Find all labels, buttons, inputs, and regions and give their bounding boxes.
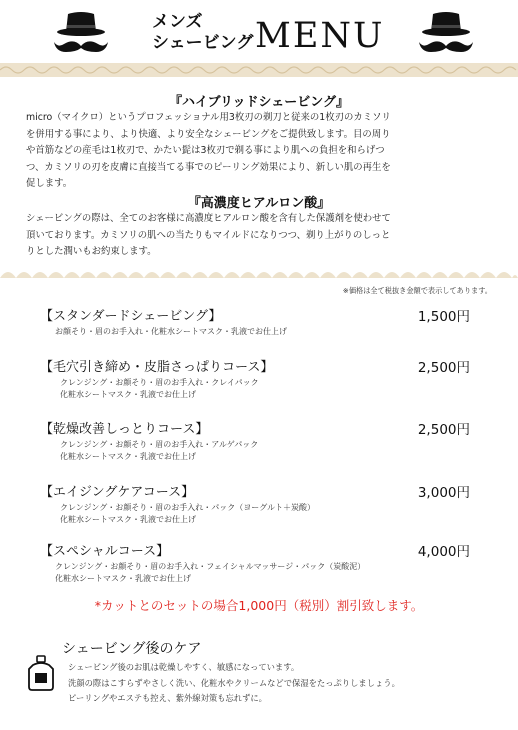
aftercare-text	[68, 660, 508, 707]
price-note: ※価格は全て税抜き金額で表示してあります。	[342, 286, 492, 295]
course-price-special: 4,000円	[417, 544, 470, 560]
gentleman-hat-mustache-icon	[50, 8, 112, 58]
course-desc-line: 化粧水シートマスク・乳液でお仕上げ	[60, 451, 196, 461]
course-price-aging: 3,000円	[417, 485, 470, 501]
course-desc-dry	[60, 439, 258, 462]
paragraph-line: つ、カミソリの刃を皮膚に直接当てる事でのピーリング効果により、新しい肌の再生を	[26, 161, 391, 173]
section-title-hyaluron: 『高濃度ヒアルロン酸』	[187, 196, 331, 211]
scallop-divider	[0, 266, 518, 278]
lotion-bottle-icon	[26, 655, 56, 691]
course-name-pore: 【毛穴引き締め・皮脂さっぱりコース】	[40, 360, 274, 375]
course-desc-line: 化粧水シートマスク・乳液でお仕上げ	[60, 389, 196, 399]
course-desc-special	[55, 561, 365, 584]
course-price-standard: 1,500円	[417, 309, 470, 325]
course-desc-line: クレンジング・お顔そり・眉のお手入れ・パック（ヨーグルト＋炭酸）	[60, 503, 315, 512]
course-name-standard: 【スタンダードシェービング】	[40, 309, 222, 324]
aftercare-line: シェービング後のお肌は乾燥しやすく、敏感になっています。	[68, 662, 300, 672]
paragraph-line: りとした潤いもお約束します。	[26, 246, 157, 257]
course-name-dry: 【乾燥改善しっとりコース】	[40, 422, 209, 437]
course-name-aging: 【エイジングケアコース】	[40, 485, 195, 500]
course-desc-standard	[55, 326, 287, 338]
course-desc-line: クレンジング・お顔そり・眉のお手入れ・フェイシャルマッサージ・パック（炭酸泥）	[55, 562, 366, 571]
aftercare-line: ピーリングやエステも控え、紫外線対策も忘れずに。	[68, 693, 267, 703]
aftercare-line: 洗顔の際はこすらずやさしく洗い、化粧水やクリームなどで保湿をたっぷりしましょう。	[68, 677, 400, 688]
course-desc-line: 化粧水シートマスク・乳液でお仕上げ	[55, 573, 191, 583]
course-name-special: 【スペシャルコース】	[40, 544, 170, 559]
paragraph-line: micro（マイクロ）というプロフェッショナル用3枚刃の剃刀と従来の1枚刃のカミソリ	[26, 112, 391, 123]
course-desc-pore	[60, 377, 259, 400]
course-desc-aging	[60, 502, 315, 525]
section-title-hybrid: 『ハイブリッドシェービング』	[168, 95, 350, 110]
ornament-divider	[0, 63, 518, 77]
header-title-line1: メンズ	[152, 12, 203, 32]
paragraph-line: や首筋などの産毛は1枚刃で、かたい髭は3枚刃で剃る事により肌への負担を和らげつ	[26, 145, 385, 156]
course-desc-line: クレンジング・お顔そり・眉のお手入れ・クレイパック	[60, 378, 259, 387]
header-title-line2: シェービング	[152, 33, 254, 53]
course-desc-line: クレンジング・お顔そり・眉のお手入れ・アルゲパック	[60, 440, 259, 449]
aftercare-title: シェービング後のケア	[62, 641, 202, 657]
paragraph-line: シェービングの際は、全てのお客様に高濃度ヒアルロン酸を含有した保護剤を使わせて	[26, 213, 391, 224]
course-desc-line: 化粧水シートマスク・乳液でお仕上げ	[60, 514, 196, 524]
course-desc-line: お顔そり・眉のお手入れ・化粧水シートマスク・乳液でお仕上げ	[55, 327, 287, 336]
course-price-dry: 2,500円	[417, 422, 470, 438]
gentleman-hat-mustache-icon	[415, 8, 477, 58]
section-paragraph-hybrid	[26, 110, 498, 193]
section-paragraph-hyaluron	[26, 211, 498, 261]
paragraph-line: 促します。	[26, 178, 73, 189]
paragraph-line: 頂いております。カミソリの肌への当たりもマイルドになりつつ、剃り上がりのしっと	[26, 229, 391, 241]
discount-note: *カットとのセットの場合1,000円（税別）割引致します。	[94, 598, 424, 613]
header-menu-title: MENU	[255, 16, 385, 56]
course-price-pore: 2,500円	[417, 360, 470, 376]
paragraph-line: を併用する事により、より快適、より安全なシェービングをご提供致します。目の周り	[26, 128, 391, 140]
